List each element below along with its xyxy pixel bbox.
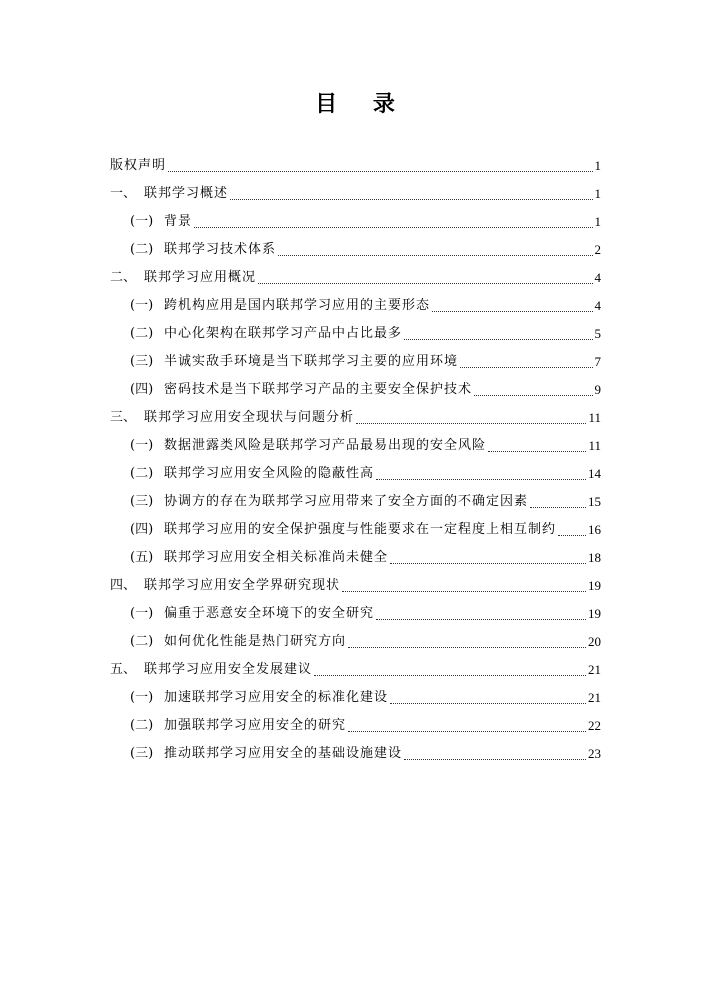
toc-dot-leader [348, 719, 586, 732]
toc-dot-leader [342, 579, 586, 592]
toc-entry-label: 联邦学习技术体系 [164, 242, 277, 257]
toc-entry-page-number: 15 [588, 494, 601, 509]
toc-entry[interactable] [110, 180, 601, 208]
toc-entry-number: (二) [130, 326, 154, 341]
toc-dot-leader [258, 271, 592, 284]
toc-dot-leader [230, 187, 592, 200]
toc-entry-label: 偏重于恶意安全环境下的安全研究 [164, 606, 375, 621]
toc-entry[interactable] [110, 712, 601, 740]
toc-entry-number: (一) [130, 690, 154, 705]
toc-dot-leader [404, 327, 592, 340]
toc-entry-page-number: 7 [594, 354, 601, 369]
toc-entry-page-number: 1 [594, 214, 601, 229]
toc-entry[interactable] [110, 208, 601, 236]
toc-entry-number: (一) [130, 438, 154, 453]
toc-entry-page-number: 9 [594, 382, 601, 397]
toc-entry-page-number: 2 [594, 242, 601, 257]
toc-dot-leader [460, 355, 592, 368]
toc-entry[interactable] [110, 572, 601, 600]
toc-entry-page-number: 19 [588, 606, 601, 621]
toc-entry[interactable] [110, 264, 601, 292]
toc-entry-page-number: 1 [594, 158, 601, 173]
toc-dot-leader [404, 747, 586, 760]
toc-entry-label: 数据泄露类风险是联邦学习产品最易出现的安全风险 [164, 438, 487, 453]
toc-entry-label: 联邦学习应用安全现状与问题分析 [144, 410, 355, 425]
toc-entry-label: 密码技术是当下联邦学习产品的主要安全保护技术 [164, 382, 473, 397]
toc-entry[interactable] [110, 376, 601, 404]
toc-entry-label: 加速联邦学习应用安全的标准化建设 [164, 690, 389, 705]
toc-entry-label: 半诚实敌手环境是当下联邦学习主要的应用环境 [164, 354, 459, 369]
toc-dot-leader [390, 551, 586, 564]
toc-entry-number: (五) [130, 550, 154, 565]
toc-entry-number: (二) [130, 242, 154, 257]
toc-entry-number: (二) [130, 634, 154, 649]
toc-entry[interactable] [110, 488, 601, 516]
toc-entry-number: 一、 [110, 186, 137, 201]
toc-entry[interactable] [110, 600, 601, 628]
toc-entry-page-number: 16 [588, 522, 601, 537]
toc-entry-number: (一) [130, 214, 154, 229]
toc-entry[interactable] [110, 516, 601, 544]
toc-entry-page-number: 18 [588, 550, 601, 565]
toc-dot-leader [356, 411, 586, 424]
toc-entry-label: 联邦学习应用安全发展建议 [144, 662, 313, 677]
toc-entry-number: (四) [130, 522, 154, 537]
toc-entry-label: 推动联邦学习应用安全的基础设施建设 [164, 746, 403, 761]
toc-entry-page-number: 14 [588, 466, 601, 481]
toc-dot-leader [390, 691, 586, 704]
toc-entry[interactable] [110, 404, 601, 432]
toc-entry-label: 联邦学习概述 [144, 186, 229, 201]
toc-entry-page-number: 20 [588, 634, 601, 649]
toc-entry[interactable] [110, 292, 601, 320]
toc-dot-leader [278, 243, 592, 256]
toc-entry-label: 跨机构应用是国内联邦学习应用的主要形态 [164, 298, 431, 313]
toc-entry[interactable] [110, 628, 601, 656]
toc-entry-page-number: 4 [594, 270, 601, 285]
toc-dot-leader [530, 495, 586, 508]
toc-entry[interactable] [110, 236, 601, 264]
toc-entry-page-number: 11 [588, 438, 601, 453]
toc-dot-leader [194, 215, 592, 228]
toc-dot-leader [348, 635, 586, 648]
toc-entry-label: 加强联邦学习应用安全的研究 [164, 718, 347, 733]
toc-entry-label: 协调方的存在为联邦学习应用带来了安全方面的不确定因素 [164, 494, 529, 509]
toc-dot-leader [488, 439, 586, 452]
toc-entry[interactable] [110, 348, 601, 376]
toc-dot-leader [432, 299, 592, 312]
toc-entry-label: 联邦学习应用概况 [144, 270, 257, 285]
toc-entry-label: 背景 [164, 214, 193, 229]
toc-entry[interactable] [110, 740, 601, 768]
toc-entry-page-number: 1 [594, 186, 601, 201]
toc-entry-label: 联邦学习应用安全相关标准尚未健全 [164, 550, 389, 565]
toc-entry-page-number: 5 [594, 326, 601, 341]
toc-entry-label: 联邦学习应用的安全保护强度与性能要求在一定程度上相互制约 [164, 522, 557, 537]
toc-entry[interactable] [110, 460, 601, 488]
toc-entry-number: 二、 [110, 270, 137, 285]
toc-entry-page-number: 4 [594, 298, 601, 313]
toc-dot-leader [168, 159, 592, 172]
toc-entry-page-number: 21 [588, 662, 601, 677]
toc-entry-page-number: 22 [588, 718, 601, 733]
toc-entry-label: 如何优化性能是热门研究方向 [164, 634, 347, 649]
toc-entry-page-number: 23 [588, 746, 601, 761]
toc-entry-number: (三) [130, 354, 154, 369]
toc-list [110, 152, 601, 768]
toc-entry-number: (三) [130, 494, 154, 509]
toc-entry[interactable] [110, 656, 601, 684]
toc-entry-page-number: 21 [588, 690, 601, 705]
toc-entry[interactable] [110, 152, 601, 180]
toc-entry[interactable] [110, 544, 601, 572]
toc-entry-number: (四) [130, 382, 154, 397]
toc-title: 目 录 [315, 92, 409, 117]
toc-entry-label: 联邦学习应用安全风险的隐蔽性高 [164, 466, 375, 481]
toc-entry-page-number: 11 [588, 410, 601, 425]
toc-entry-number: (二) [130, 466, 154, 481]
toc-entry[interactable] [110, 684, 601, 712]
toc-dot-leader [474, 383, 592, 396]
toc-dot-leader [376, 467, 586, 480]
toc-entry-number: (一) [130, 606, 154, 621]
toc-dot-leader [314, 663, 586, 676]
toc-entry-number: (一) [130, 298, 154, 313]
toc-entry-label: 版权声明 [110, 158, 167, 173]
toc-entry-number: 三、 [110, 410, 137, 425]
toc-dot-leader [376, 607, 586, 620]
toc-entry-number: 四、 [110, 578, 137, 593]
toc-entry-number: 五、 [110, 662, 137, 677]
toc-entry-number: (二) [130, 718, 154, 733]
toc-dot-leader [558, 523, 586, 536]
toc-entry-number: (三) [130, 746, 154, 761]
toc-entry[interactable] [110, 320, 601, 348]
toc-entry-label: 中心化架构在联邦学习产品中占比最多 [164, 326, 403, 341]
toc-entry-label: 联邦学习应用安全学界研究现状 [144, 578, 341, 593]
toc-entry-page-number: 19 [588, 578, 601, 593]
toc-entry[interactable] [110, 432, 601, 460]
